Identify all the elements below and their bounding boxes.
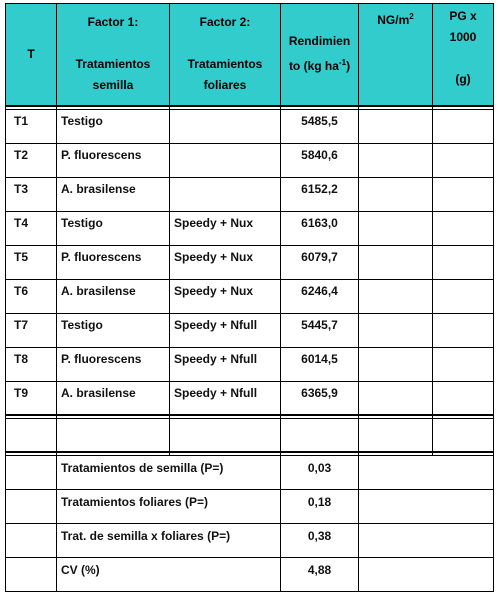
blank-row xyxy=(6,419,494,453)
table-row xyxy=(6,381,494,415)
cell-t: T9 xyxy=(6,381,57,415)
cell-foliar: Speedy + Nux xyxy=(170,245,281,279)
stats-label: Tratamientos de semilla (P=) xyxy=(57,456,281,490)
cell-yield: 6365,9 xyxy=(281,381,359,415)
cell-yield: 6163,0 xyxy=(281,211,359,245)
table-row xyxy=(6,347,494,381)
cell-t: T1 xyxy=(6,109,57,143)
cell-foliar: Speedy + Nfull xyxy=(170,381,281,415)
cell-pg xyxy=(433,313,494,347)
cell-ng xyxy=(359,143,433,177)
cell-t: T4 xyxy=(6,211,57,245)
cell-seed: Testigo xyxy=(57,313,170,347)
stats-value: 0,03 xyxy=(281,456,359,490)
cell-ng xyxy=(359,211,433,245)
header-ng: $NG/m^2$ xyxy=(359,4,433,106)
stats-value: 0,38 xyxy=(281,524,359,558)
header-factor2: Factor 2: Tratamientos foliares xyxy=(170,4,281,106)
table-row xyxy=(6,313,494,347)
cell-seed: A. brasilense xyxy=(57,177,170,211)
cell-t: T7 xyxy=(6,313,57,347)
cell-ng xyxy=(359,177,433,211)
cell-pg xyxy=(433,109,494,143)
cell-yield: 5840,6 xyxy=(281,143,359,177)
cell-t: T3 xyxy=(6,177,57,211)
table-row xyxy=(6,211,494,245)
stats-row xyxy=(6,490,494,524)
cell-ng xyxy=(359,245,433,279)
cell-yield: 6152,2 xyxy=(281,177,359,211)
cell-foliar xyxy=(170,177,281,211)
cell-foliar: Speedy + Nux xyxy=(170,279,281,313)
cell-yield: 5485,5 xyxy=(281,109,359,143)
stats-value: 0,18 xyxy=(281,490,359,524)
cell-seed: P. fluorescens xyxy=(57,347,170,381)
header-t: T xyxy=(6,4,57,106)
treatment-rows xyxy=(6,109,494,415)
cell-t: T8 xyxy=(6,347,57,381)
stats-rows xyxy=(6,456,494,592)
cell-ng xyxy=(359,381,433,415)
stats-row xyxy=(6,558,494,592)
cell-ng xyxy=(359,313,433,347)
header-yield: Rendimien to (kg $ha^{-1}$) xyxy=(281,4,359,106)
cell-foliar: Speedy + Nfull xyxy=(170,313,281,347)
cell-foliar: Speedy + Nux xyxy=(170,211,281,245)
table-row xyxy=(6,177,494,211)
cell-t: T6 xyxy=(6,279,57,313)
cell-seed: A. brasilense xyxy=(57,381,170,415)
cell-seed: P. fluorescens xyxy=(57,143,170,177)
header-factor1: Factor 1: Tratamientos semilla xyxy=(57,4,170,106)
stats-label: Tratamientos foliares (P=) xyxy=(57,490,281,524)
cell-foliar: Speedy + Nfull xyxy=(170,347,281,381)
cell-foliar xyxy=(170,143,281,177)
header-pg: PG x 1000 (g) xyxy=(433,4,494,106)
cell-seed: A. brasilense xyxy=(57,279,170,313)
cell-yield: 6246,4 xyxy=(281,279,359,313)
cell-ng xyxy=(359,347,433,381)
results-table xyxy=(5,3,494,592)
cell-seed: Testigo xyxy=(57,211,170,245)
cell-pg xyxy=(433,347,494,381)
cell-pg xyxy=(433,245,494,279)
stats-label: CV (%) xyxy=(57,558,281,592)
cell-yield: 6014,5 xyxy=(281,347,359,381)
cell-seed: Testigo xyxy=(57,109,170,143)
cell-t: T5 xyxy=(6,245,57,279)
cell-ng xyxy=(359,109,433,143)
header-row xyxy=(6,4,494,106)
cell-pg xyxy=(433,211,494,245)
cell-pg xyxy=(433,143,494,177)
cell-pg xyxy=(433,381,494,415)
stats-row xyxy=(6,524,494,558)
table-row xyxy=(6,245,494,279)
cell-foliar xyxy=(170,109,281,143)
cell-seed: P. fluorescens xyxy=(57,245,170,279)
table-row xyxy=(6,143,494,177)
cell-pg xyxy=(433,279,494,313)
stats-row xyxy=(6,456,494,490)
table-row xyxy=(6,109,494,143)
stats-value: 4,88 xyxy=(281,558,359,592)
table-row xyxy=(6,279,494,313)
results-table-wrapper xyxy=(5,3,494,592)
cell-yield: 5445,7 xyxy=(281,313,359,347)
cell-pg xyxy=(433,177,494,211)
cell-yield: 6079,7 xyxy=(281,245,359,279)
cell-ng xyxy=(359,279,433,313)
stats-label: Trat. de semilla x foliares (P=) xyxy=(57,524,281,558)
cell-t: T2 xyxy=(6,143,57,177)
